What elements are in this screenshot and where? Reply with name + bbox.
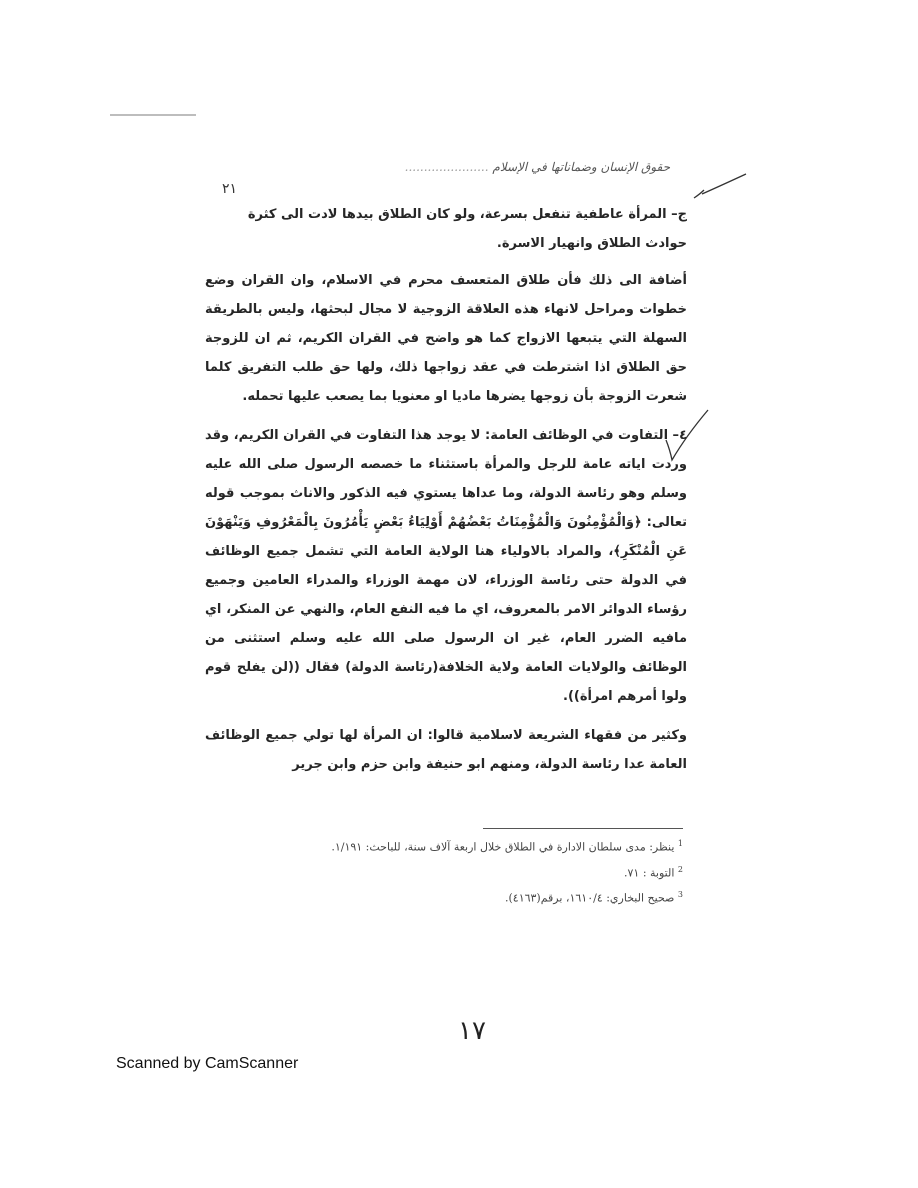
header-dots: ...................... [404, 160, 489, 174]
p1-line-1: ج– المرأة عاطفية تنفعل بسرعة، ولو كان الطلاق بيدها لادت الى كثرة [247, 207, 687, 222]
camscanner-watermark: Scanned by CamScanner [116, 1055, 299, 1072]
paragraph-1 [205, 200, 687, 258]
paragraph-2: أضافة الى ذلك فأن طلاق المتعسف محرم في الاسلام، وان القران وضع خطوات ومراحل لانهاء هذه العلاقة الزوجية لا مجال لبحثها، وليس بالطريقة السهلة التي يتبعها الازواج كما هو واضح في القران الكريم، ثم ان للزوجة حق الطلاق اذا اشترطت في عقد زواجها ذلك، ولها حق طلب التفريق كلما شعرت الزوجة بأن زوجها يضرها ماديا او معنويا بما يصعب عليها تحمله. [205, 273, 687, 404]
pen-checkmark-icon [690, 168, 750, 208]
scan-smudge [110, 114, 196, 116]
footnote-3-number: 3 [677, 890, 683, 900]
footnote-2-number: 2 [677, 864, 683, 874]
footnote-3 [305, 884, 683, 910]
running-header [200, 160, 670, 174]
footnote-1-number: 1 [677, 839, 683, 848]
page-number-bottom: ١٧ [458, 1016, 486, 1046]
footnotes [305, 828, 683, 910]
paragraph-4: وكثير من فقهاء الشريعة لاسلامية قالوا: ان المرأة لها تولي جميع الوظائف العامة عدا رئاسة الدولة، ومنهم ابو حنيفة وابن حزم وابن جرير [205, 728, 687, 772]
footnote-3-text: صحيح البخاري: ١٦١٠/٤، برقم(٤١٦٣). [504, 891, 675, 905]
p1-line-2: حوادث الطلاق وانهيار الاسرة. [496, 236, 687, 251]
running-title: حقوق الإنسان وضماناتها في الإسلام [492, 160, 670, 174]
page-number-top: ٢١ [222, 181, 238, 197]
footnote-1-text: ينظر: مدى سلطان الادارة في الطلاق خلال اربعة آلاف سنة، للباحث: ١/١٩١. [331, 840, 675, 854]
body-text [205, 200, 687, 789]
footnote-2 [305, 859, 683, 885]
footnote-rule [483, 828, 683, 829]
paragraph-3: ٤– التفاوت في الوظائف العامة: لا يوجد هذا التفاوت في القران الكريم، وقد وردت اياته عامة للرجل والمرأة باستثناء ما خصصه الرسول صلى الله عليه وسلم وهو رئاسة الدولة، وما عداها يستوي فيه الذكور والاناث بموجب قوله تعالى: ﴿وَالْمُؤْمِنُونَ وَالْمُؤْمِنَاتُ بَعْضُهُمْ أَوْلِيَاءُ بَعْضٍ يَأْمُرُونَ بِالْمَعْرُوفِ وَيَنْهَوْنَ عَنِ الْمُنْكَرِ﴾، والمراد بالاولياء هنا الولاية العامة التي تشمل جميع الوظائف في الدولة حتى رئاسة الوزراء، لان مهمة الوزراء والمدراء العامين وجميع رؤساء الدوائر الامر بالمعروف، اي ما فيه النفع العام، والنهي عن المنكر، اي مافيه الضرر العام، غير ان الرسول صلى الله عليه وسلم استثنى من الوظائف والولايات العامة ولاية الخلافة(رئاسة الدولة) فقال ((لن يفلح قوم ولوا أمرهم امرأة)). [205, 428, 687, 704]
footnote-1 [305, 833, 683, 859]
footnote-2-text: التوبة : ٧١. [624, 866, 675, 880]
